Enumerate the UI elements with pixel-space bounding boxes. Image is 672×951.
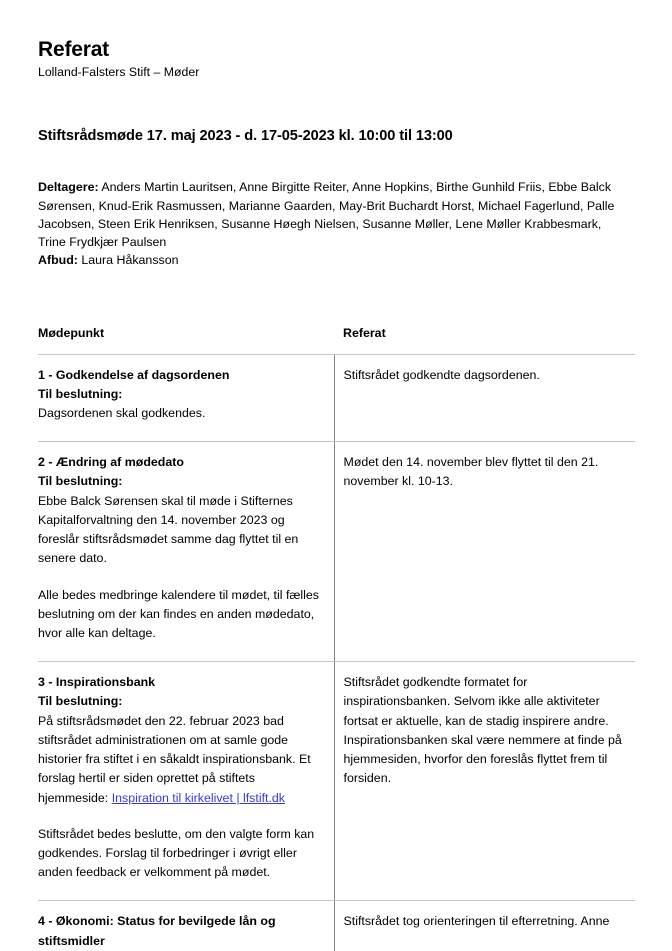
minutes-table: [38, 326, 635, 951]
minutes-text: Stiftsrådet tog orienteringen til efterretning. Anne: [343, 914, 610, 929]
absent-label: Afbud:: [38, 253, 78, 268]
agenda-item-heading: 3 - Inspirationsbank: [38, 675, 156, 690]
absent-line: [38, 251, 626, 269]
table-header-row: [38, 326, 635, 355]
agenda-item-body-secondary: Alle bedes medbringe kalendere til mødet, til fælles beslutning om der kan findes en anden mødedato, hvor alle kan deltage.: [38, 587, 319, 640]
column-header-topic: Mødepunkt: [38, 326, 334, 355]
table-row: [38, 901, 635, 951]
cell-topic: [38, 442, 334, 662]
cell-notes: [334, 354, 635, 442]
attendance-block: [38, 178, 626, 269]
cell-topic: [38, 354, 334, 442]
table-row: [38, 442, 635, 662]
cell-notes: [334, 442, 635, 662]
agenda-item-body: Ebbe Balck Sørensen skal til møde i Stifternes Kapitalforvaltning den 14. november 2023 og foreslår stiftsrådsmødet samme dag flyttet til en senere dato.: [38, 493, 299, 566]
agenda-item-body: Dagsordenen skal godkendes.: [38, 406, 206, 420]
agenda-item-heading: 2 - Ændring af mødedato: [38, 455, 184, 470]
cell-notes: [334, 662, 635, 901]
column-header-notes: Referat: [334, 326, 635, 355]
cell-notes: [334, 901, 635, 951]
agenda-item-sublabel: Til beslutning:: [38, 694, 123, 709]
table-row: [38, 662, 635, 901]
absent-list: Laura Håkansson: [77, 253, 179, 268]
agenda-item-body-secondary: Stiftsrådet bedes beslutte, om den valgte form kan godkendes. Forslag til forbedringer i øvrigt eller anden feedback er velkomment på mødet.: [38, 826, 315, 880]
inspiration-bank-link[interactable]: Inspiration til kirkelivet | lfstift.dk: [111, 790, 285, 805]
page-subtitle: Lolland-Falsters Stift – Møder: [38, 65, 200, 80]
agenda-item-body: [38, 712, 320, 808]
cell-topic: [38, 662, 334, 901]
agenda-item-body-text: På stiftsrådsmødet den 22. februar 2023 bad stiftsrådet administrationen om at samle gode historier fra stiftet i en såkaldt inspirationsbank. Et forslag hertil er siden oprettet på stiftets hjemmeside:: [38, 713, 311, 805]
minutes-text: Stiftsrådet godkendte formatet for inspirationsbanken. Selvom ikke alle aktiviteter fortsat er aktuelle, kan de stadig inspirere andre. Inspirationsbanken skal være nemmere at finde på hjemmesiden, hvorfor den foreslås flyttet frem til forsiden.: [343, 675, 622, 786]
cell-topic: [38, 901, 334, 951]
agenda-item-sublabel: Til beslutning:: [38, 474, 123, 489]
minutes-text: Mødet den 14. november blev flyttet til den 21. november kl. 10-13.: [343, 455, 599, 489]
agenda-item-sublabel: Til beslutning:: [38, 386, 123, 401]
participants-list: Anders Martin Lauritsen, Anne Birgitte Reiter, Anne Hopkins, Birthe Gunhild Friis, Ebbe Balck Sørensen, Knud-Erik Rasmussen, Marianne Gaarden, May-Brit Buchardt Horst, Michael Fagerlund, Palle Jacobsen, Steen Erik Henriksen, Susanne Høegh Nielsen, Susanne Møller, Lene Møller Krabbesmark, Trine Frydkjær Paulsen: [38, 180, 615, 250]
minutes-text: Stiftsrådet godkendte dagsordenen.: [343, 367, 540, 382]
agenda-item-heading: 4 - Økonomi: Status for bevilgede lån og stiftsmidler: [38, 914, 276, 948]
page-title: Referat: [38, 38, 109, 61]
agenda-item-heading: 1 - Godkendelse af dagsordenen: [38, 367, 230, 382]
participants-label: Deltagere:: [38, 180, 99, 195]
table-row: [38, 354, 635, 442]
meeting-title: Stiftsrådsmøde 17. maj 2023 - d. 17-05-2023 kl. 10:00 til 13:00: [38, 127, 453, 144]
